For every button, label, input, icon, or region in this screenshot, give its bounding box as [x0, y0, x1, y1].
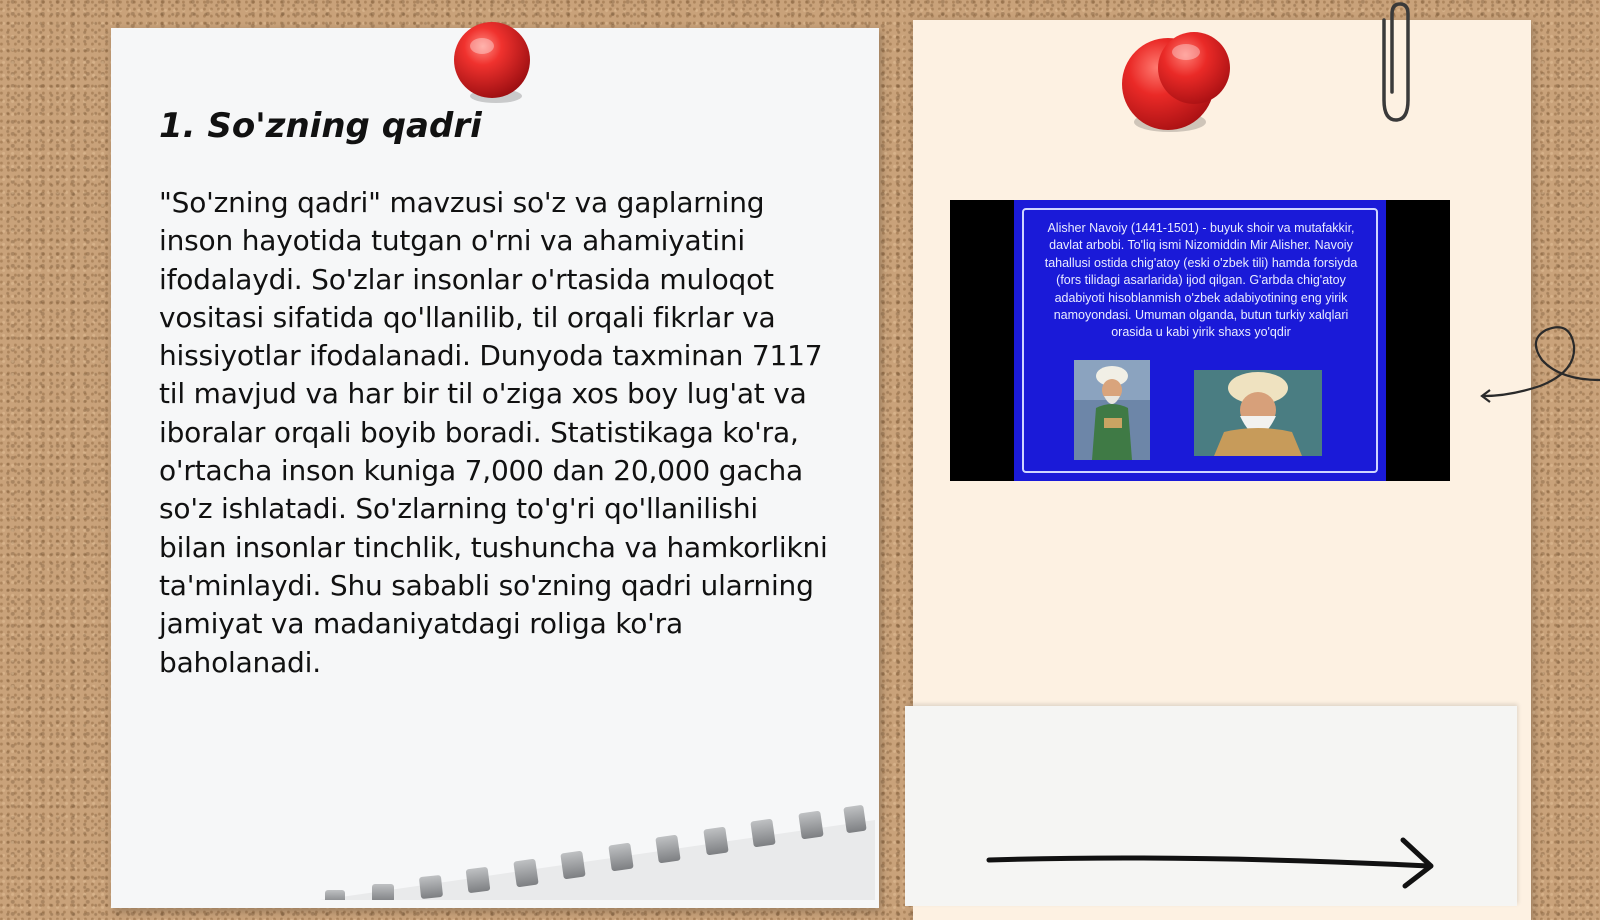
note-body: "So'zning qadri" mavzusi so'z va gaplarning inson hayotida tutgan o'rni va ahamiyatini ifodalaydi. So'zlar insonlar o'rtasida muloqot vositasi sifatida qo'llanilib, til orqali fikrlar va hissiyotlar ifodalanadi. Dunyoda taxminan 7117 til mavjud va har bir til o'ziga xos boy lug'at va iboralar orqali boyib boradi. Statistikaga ko'ra, o'rtacha inson kuniga 7,000 dan 20,000 gacha so'z ishlatadi. So'zlarning to'g'ri qo'llanilishi bilan insonlar tinchlik, tushuncha va hamkorlikni ta'minlaydi. Shu sababli so'zning qadri ularning jamiyat va madaniyatdagi roliga ko'ra baholanadi.: [159, 186, 828, 679]
note-title: 1. So'zning qadri: [159, 106, 482, 146]
left-note: [111, 28, 879, 908]
arrow-right-icon[interactable]: [985, 830, 1445, 890]
string-decoration: [1480, 310, 1600, 410]
pushpin-icon: [452, 18, 532, 106]
navoiy-photo: [950, 200, 1450, 481]
photo-caption: Alisher Navoiy (1441-1501) - buyuk shoir va mutafakkir, davlat arbobi. To'liq ismi Nizomiddin Mir Alisher. Navoiy tahallusi ostida chig'atoy (eski o'zbek tili) hamda forsiyda (fors tilidagi asarlarida) ijod qilgan. G'arbda chig'atoy adabiyoti hisoblanmish o'zbek adabiyotining eng yirik namoyondasi. Umuman olganda, butun turkiy xalqlari orasida u kabi yirik shaxs yo'qdir: [1044, 221, 1358, 340]
photo-blue-panel: [1014, 200, 1386, 481]
portrait-standing: [1074, 360, 1150, 460]
pushpin-icon: [1122, 30, 1238, 134]
portrait-bust: [1194, 370, 1322, 456]
paperclip-icon: [1370, 0, 1420, 125]
